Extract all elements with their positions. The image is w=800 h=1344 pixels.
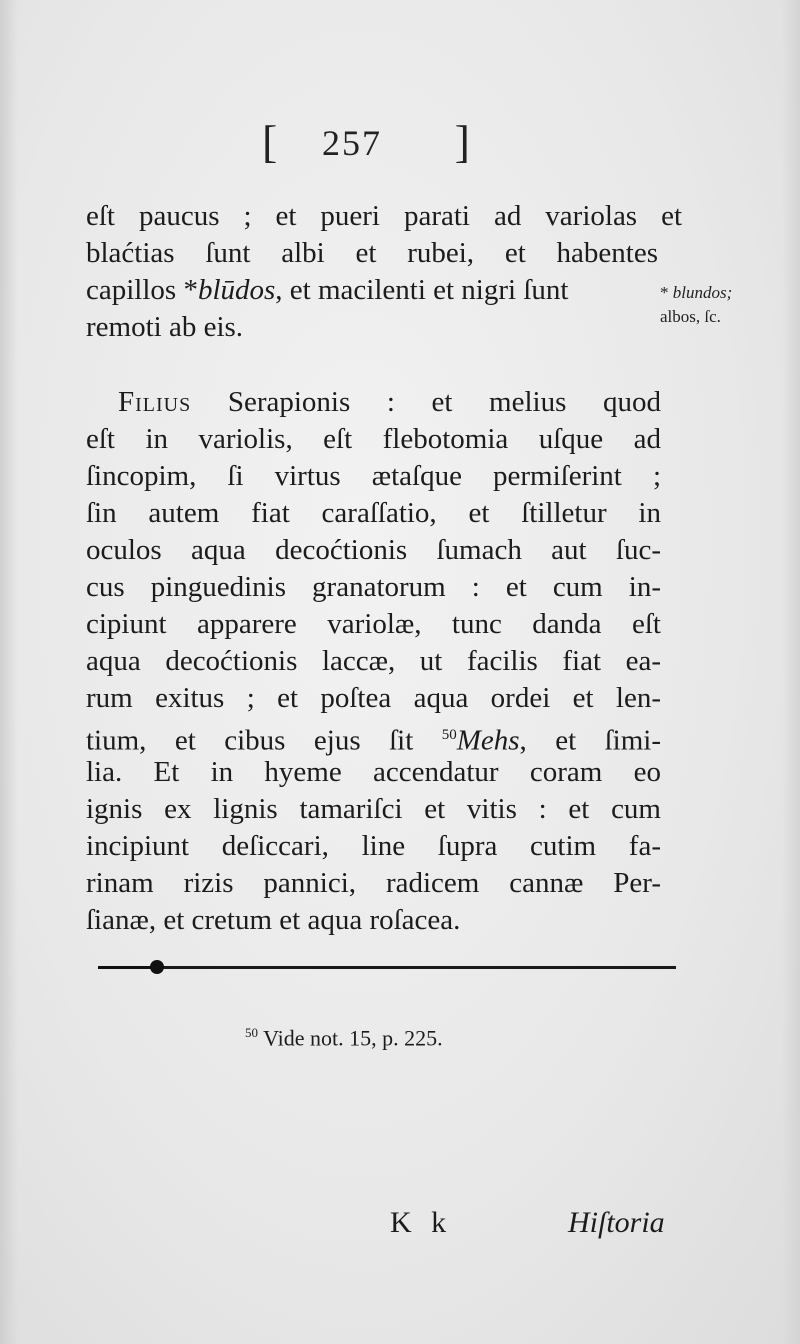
- text-line: ignis ex lignis tamariſci et vitis : et cum: [86, 793, 661, 825]
- text-line: [86, 717, 661, 759]
- text-line: incipiunt deſiccari, line ſupra cutim fa-: [86, 830, 661, 862]
- text-line: rinam rizis pannici, radicem cannæ Per-: [86, 867, 661, 899]
- right-bracket: ]: [454, 116, 472, 167]
- text-line: rum exitus ; et poſtea aqua ordei et len-: [86, 682, 661, 714]
- page-number: 257: [322, 123, 382, 163]
- text-segment: Serapionis : et melius quod: [191, 386, 661, 418]
- text-line: eſt in variolis, eſt flebotomia uſque ad: [86, 423, 661, 455]
- text-line: remoti ab eis.: [86, 311, 244, 343]
- italic-word: blūdos: [197, 274, 276, 306]
- catchword: Hiſtoria: [568, 1206, 665, 1239]
- text-line: cus pinguedinis granatorum : et cum in-: [86, 571, 661, 603]
- left-bracket: [: [262, 116, 280, 167]
- footnote-reference: 50: [441, 727, 457, 743]
- text-line: blaćtias ſunt albi et rubei, et habentes: [86, 237, 658, 269]
- text-line: cipiunt apparere variolæ, tunc danda eſt: [86, 608, 661, 640]
- page-edge-shadow-right: [782, 0, 800, 1344]
- text-line: oculos aqua decoćtionis ſumach aut ſuc-: [86, 534, 661, 566]
- text-line: ſincopim, ſi virtus ætaſque permiſerint ;: [86, 460, 661, 492]
- footnote-rule-knot: [150, 960, 164, 974]
- signature-mark: K k: [390, 1206, 453, 1239]
- footnote-rule: [98, 966, 676, 969]
- marginal-note-line2: albos, ſc.: [660, 307, 721, 326]
- text-segment: , et ſimi-: [519, 724, 661, 757]
- text-line: aqua decoćtionis laccæ, ut facilis fiat ea-: [86, 645, 661, 677]
- text-segment: capillos: [86, 274, 184, 306]
- page-number-header: [262, 112, 472, 172]
- text-line: ſin autem fiat caraſſatio, et ſtilletur in: [86, 497, 661, 529]
- text-line: ſianæ, et cretum et aqua roſacea.: [86, 904, 461, 936]
- text-line: [118, 384, 661, 420]
- text-line: [86, 272, 682, 308]
- text-segment: tium, et cibus ejus ſit: [86, 724, 442, 757]
- italic-word: Mehs: [456, 724, 520, 757]
- footnote-rule-thick-end: [98, 966, 158, 969]
- footnote-marker: 50: [245, 1025, 258, 1040]
- footnote-mark: *: [183, 274, 198, 306]
- footnote: [245, 1018, 443, 1053]
- text-line: lia. Et in hyeme accendatur coram eo: [86, 756, 661, 788]
- text-segment: , et macilenti et nigri ſunt: [275, 274, 569, 306]
- marginal-word: blundos;: [672, 283, 733, 302]
- lead-word: Filius: [118, 386, 192, 418]
- footnote-text: Vide not. 15, p. 225.: [258, 1025, 443, 1051]
- marginal-note: [660, 282, 790, 304]
- text-line: eſt paucus ; et pueri parati ad variolas et: [86, 200, 682, 232]
- page-edge-shadow-left: [0, 0, 18, 1344]
- marginal-mark: *: [660, 283, 669, 302]
